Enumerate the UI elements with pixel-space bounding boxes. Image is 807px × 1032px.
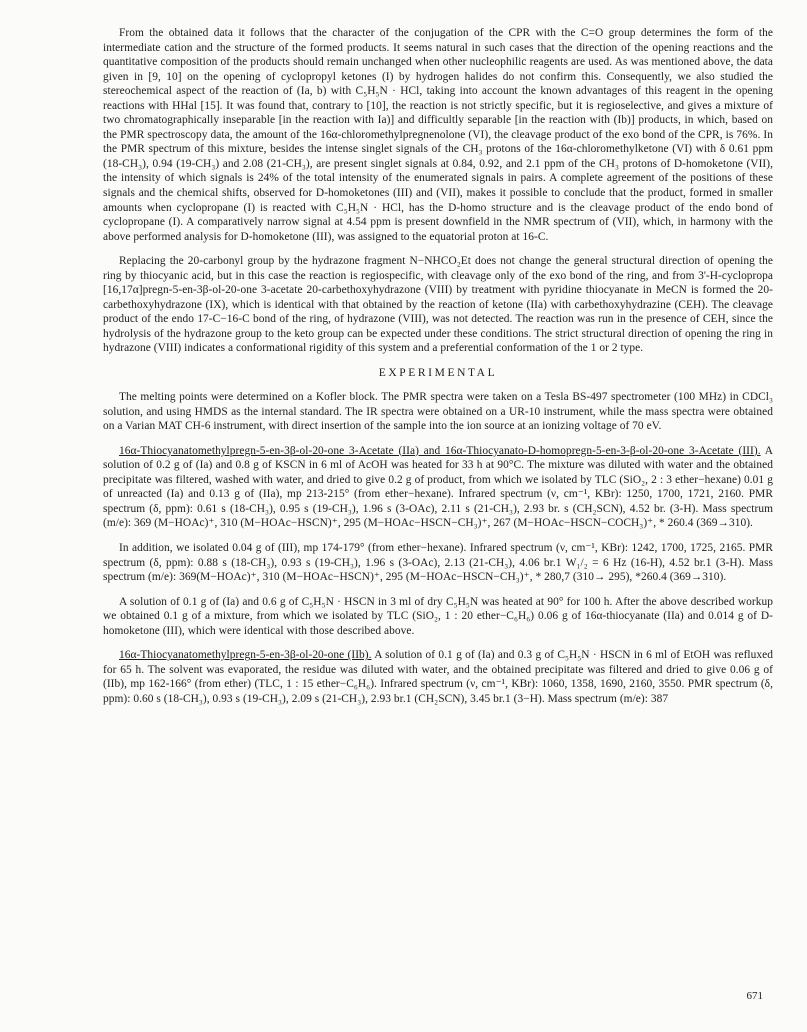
synthesis-IIb-body: A solution of 0.1 g of (Ia) and 0.3 g of C₅H₅N · HSCN in 6 ml of EtOH was refluxed for 65 h. The solvent was evaporated, the residue was diluted with water, and the obtained precipitate was filtered and dried to give 0.06 g of (IIb), mp 162-166° (from ether) (TLC, 1 : 15 ether−C₆H₆). Infrared spectrum (ν, cm⁻¹, KBr): 1060, 1358, 1690, 2160, 3550. PMR spectrum (δ, ppm): 0.60 s (18-CH₃), 0.93 s (19-CH₃), 2.09 s (21-CH₃), 2.93 br.1 (CH₂SCN), 3.45 br.1 (3−H). Mass spectrum (m/e): 387 <box>103 649 773 705</box>
page-number: 671 <box>746 990 763 1002</box>
paragraph-methods: The melting points were determined on a Kofler block. The PMR spectra were taken on a Tesla BS-497 spectrometer (100 MHz) in CDCl₃ solution, and using HMDS as the internal standard. The IR spectra were obtained on a UR-10 instrument, while the mass spectra were obtained on a Varian MAT CH-6 instrument, with direct insertion of the sample into the ion source at an ionizing voltage of 70 eV. <box>103 391 773 433</box>
paragraph-synthesis-IIb <box>103 648 773 706</box>
compound-title-IIa-III: 16α-Thiocyanatomethylpregn-5-en-3β-ol-20-one 3-Acetate (IIa) and 16α-Thiocyanato-D-homopregn-5-en-3-β-ol-20-one 3-Acetate (III). <box>119 444 761 457</box>
synthesis-IIa-body: A solution of 0.2 g of (Ia) and 0.8 g of KSCN in 6 ml of AcOH was heated for 33 h at 90°C. The mixture was diluted with water and the obtained precipitate was filtered, washed with water, and dried to give 0.2 g of product, from which we isolated by TLC (SiO₂, 2 : 3 ether−hexane) 0.01 g of unreacted (Ia) and 0.13 g of (IIa), mp 213-215° (from ether−hexane). Infrared spectrum (ν, cm⁻¹, KBr): 1250, 1700, 1721, 2160. PMR spectrum (δ, ppm): 0.61 s (18-CH₃), 0.95 s (19-CH₃), 1.96 s (3-OAc), 2.11 s (21-CH₃), 2.93 br. s (CH₂SCN), 4.52 br. (3-H). Mass spectrum (m/e): 369 (M−HOAc)⁺, 310 (M−HOAc−HSCN)⁺, 295 (M−HOAc−HSCN−CH₃)⁺, 267 (M−HOAc−HSCN−COCH₃)⁺, * 260.4 (369→310). <box>103 444 774 530</box>
paragraph-synthesis-IIa <box>103 444 773 531</box>
article-body <box>103 26 773 716</box>
paragraph-pyridine-reaction: A solution of 0.1 g of (Ia) and 0.6 g of C₅H₅N · HSCN in 3 ml of dry C₅H₅N was heated at 90° for 100 h. After the above described workup we obtained 0.1 g of a mixture, from which we isolated by TLC (SiO₂, 1 : 20 ether−C₆H₆) 0.06 g of 16α-thiocyanate (IIa) and 0.014 g of D-homoketone (III), which were identical with those described above. <box>103 595 773 637</box>
paragraph-isolation-III: In addition, we isolated 0.04 g of (III), mp 174-179° (from ether−hexane). Infrared spectrum (ν, cm⁻¹, KBr): 1242, 1700, 1725, 2165. PMR spectrum (δ, ppm): 0.88 s (18-CH₃), 0.93 s (19-CH₃), 1.96 s (3-OAc), 2.13 (21-CH₃), 4.06 br.1 W₁/₂ = 6 Hz (16-H), 4.52 br.1 (3-H). Mass spectrum (m/e): 369(M−HOAc)⁺, 310 (M−HOAc−HSCN)⁺, 295 (M−HOAc−HSCN−CH₃)⁺, * 280,7 (310→ 295), *260.4 (369→310). <box>103 541 773 584</box>
paragraph-discussion: From the obtained data it follows that the character of the conjugation of the CPR with the C=O group determines the form of the intermediate cation and the structure of the formed products. It seems natural in such cases that the direction of the opening reactions and the quantitative composition of the products should remain unchanged when other nucleophilic reagents are used. As was mentioned above, the data given in [9, 10] on the opening of cyclopropyl ketones (I) by hydrogen halides do not confirm this. Consequently, we also studied the stereochemical aspect of the reaction of (Ia, b) with C₅H₅N · HCl, taking into account the known advantages of this reagent in the opening reactions with HHal [15]. It was found that, contrary to [10], the reaction is not strictly specific, but it is regioselective, and gives a mixture of two chromatographically inseparable [in the reaction with Ia)] and difficultly separable [in the reaction with (Ib)] products, in which, based on the PMR spectroscopy data, the amount of the 16α-chloromethylpregnenolone (VI), the cleavage product of the exo bond of the CPR, is 76%. In the PMR spectrum of this mixture, besides the intense singlet signals of the CH₃ protons of the 16α-chloromethylketone (VI) with δ 0.61 ppm (18-CH₃), 0.94 (19-CH₃) and 2.08 (21-CH₃), are present singlet signals at 0.84, 0.92, and 2.1 ppm of the CH₃ protons of D-homoketone (VII), the intensity of which signals is 24% of the total intensity of the enumerated signals in pairs. A complete agreement of the positions of these signals and the chemical shifts, observed for D-homoketones (III) and (VII), makes it possible to conclude that the product, formed in smaller amounts when cyclopropane (I) is reacted with C₅H₅N · HCl, has the D-homo structure and is the cleavage product of the endo bond of cyclopropane (I). A comparatively narrow signal at 4.54 ppm is present downfield in the NMR spectrum of (VII), which, in harmony with the above performed analysis for D-homoketone (III), was assigned to the equatorial proton at 16-C. <box>103 27 773 243</box>
paragraph-hydrazone: Replacing the 20-carbonyl group by the hydrazone fragment N−NHCO₂Et does not change the general structural direction of opening the ring by thiocyanic acid, but in this case the reaction is regiospecific, with cleavage only of the exo bond of the ring, and from 3'-H-cyclopropa [16,17α]pregn-5-en-3β-ol-20-one 3-acetate 20-carbethoxyhydrazone (VIII) by treatment with pyridine thiocyanate in MeCN is formed the 20-carbethoxyhydrazone (IX), which is identical with that obtained by the reaction of ketone (IIa) with carbethoxyhydrazine (CEH). The cleavage product of the endo 17-C−16-C bond of the ring, of hydrazone (VIII), was not detected. The reaction was run in the presence of CEH, since the hydrolysis of the hydrazone group to the keto group can be expected under these conditions. The strict structural direction of opening the ring in hydrazone (VIII) indicates a conformational rigidity of this system and a preferential conformation of the 1 or 2 type. <box>103 255 773 355</box>
compound-title-IIb: 16α-Thiocyanatomethylpregn-5-en-3β-ol-20-one (IIb). <box>119 649 372 662</box>
section-heading-experimental: EXPERIMENTAL <box>378 367 498 380</box>
